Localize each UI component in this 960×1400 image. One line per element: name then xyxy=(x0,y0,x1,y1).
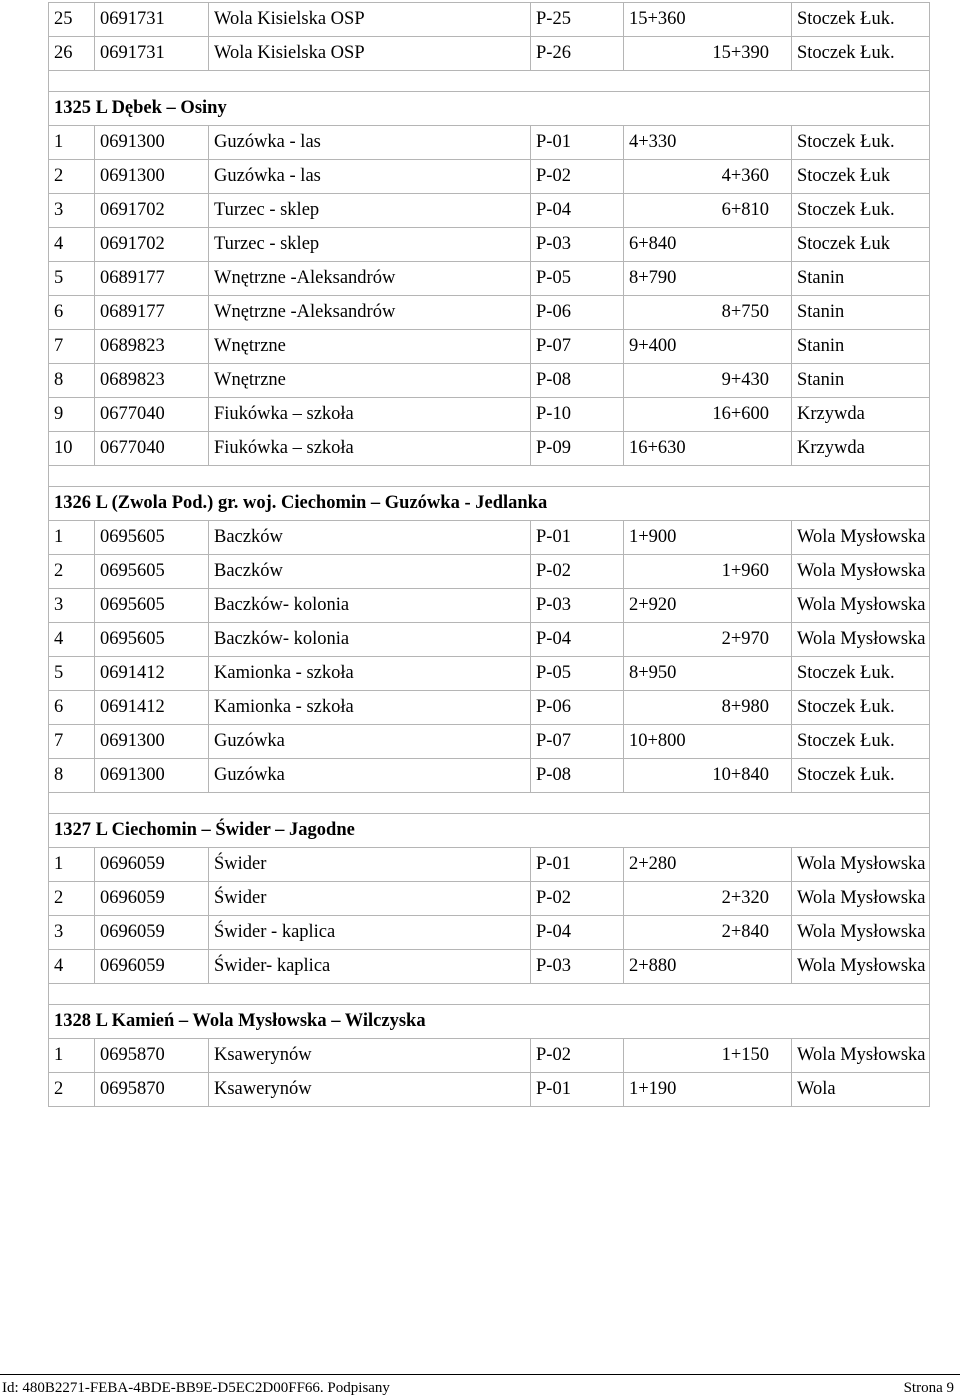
destination-cell: Stoczek Łuk. xyxy=(792,725,930,759)
bus-stop-table xyxy=(48,2,930,1107)
kilometer-cell: 4+360 xyxy=(624,160,792,194)
destination-cell: Stoczek Łuk. xyxy=(792,3,930,37)
table-row xyxy=(49,3,930,37)
kilometer-cell: 6+810 xyxy=(624,194,792,228)
stop-name-cell: Guzówka - las xyxy=(209,160,531,194)
table-row xyxy=(49,657,930,691)
destination-cell: Stanin xyxy=(792,330,930,364)
stop-id-cell: P-04 xyxy=(531,916,624,950)
stop-id-cell: P-02 xyxy=(531,160,624,194)
locality-code-cell: 0691412 xyxy=(95,691,209,725)
destination-cell: Stoczek Łuk. xyxy=(792,691,930,725)
kilometer-cell: 9+400 xyxy=(624,330,792,364)
destination-cell: Stoczek Łuk. xyxy=(792,126,930,160)
destination-cell: Krzywda xyxy=(792,398,930,432)
destination-cell: Wola Mysłowska xyxy=(792,555,930,589)
stop-id-cell: P-01 xyxy=(531,126,624,160)
stop-name-cell: Guzówka - las xyxy=(209,126,531,160)
stop-id-cell: P-03 xyxy=(531,228,624,262)
kilometer-cell: 2+320 xyxy=(624,882,792,916)
destination-cell: Stoczek Łuk xyxy=(792,160,930,194)
destination-cell: Wola Mysłowska xyxy=(792,916,930,950)
destination-cell: Wola Mysłowska xyxy=(792,589,930,623)
road-title-row xyxy=(49,487,930,521)
table-row xyxy=(49,37,930,71)
kilometer-cell: 1+900 xyxy=(624,521,792,555)
locality-code-cell: 0696059 xyxy=(95,882,209,916)
stop-id-cell: P-01 xyxy=(531,1073,624,1107)
stop-name-cell: Turzec - sklep xyxy=(209,194,531,228)
stop-name-cell: Kamionka - szkoła xyxy=(209,657,531,691)
row-number-cell: 3 xyxy=(49,194,95,228)
stop-id-cell: P-06 xyxy=(531,296,624,330)
stop-id-cell: P-03 xyxy=(531,589,624,623)
stop-id-cell: P-04 xyxy=(531,623,624,657)
row-number-cell: 2 xyxy=(49,160,95,194)
row-number-cell: 4 xyxy=(49,950,95,984)
kilometer-cell: 1+960 xyxy=(624,555,792,589)
stop-id-cell: P-05 xyxy=(531,262,624,296)
kilometer-cell: 16+630 xyxy=(624,432,792,466)
locality-code-cell: 0695870 xyxy=(95,1073,209,1107)
kilometer-cell: 2+920 xyxy=(624,589,792,623)
locality-code-cell: 0677040 xyxy=(95,398,209,432)
row-number-cell: 10 xyxy=(49,432,95,466)
document-id-text: Id: 480B2271-FEBA-4BDE-BB9E-D5EC2D00FF66. Podpisany xyxy=(2,1380,390,1396)
stop-id-cell: P-04 xyxy=(531,194,624,228)
stop-id-cell: P-01 xyxy=(531,521,624,555)
kilometer-cell: 4+330 xyxy=(624,126,792,160)
kilometer-cell: 8+750 xyxy=(624,296,792,330)
row-number-cell: 7 xyxy=(49,725,95,759)
destination-cell: Stoczek Łuk. xyxy=(792,194,930,228)
table-row xyxy=(49,759,930,793)
kilometer-cell: 8+980 xyxy=(624,691,792,725)
row-number-cell: 5 xyxy=(49,262,95,296)
locality-code-cell: 0691300 xyxy=(95,759,209,793)
row-number-cell: 8 xyxy=(49,364,95,398)
stop-name-cell: Kamionka - szkoła xyxy=(209,691,531,725)
stop-id-cell: P-02 xyxy=(531,555,624,589)
group-spacer-row xyxy=(49,793,930,814)
kilometer-cell: 10+800 xyxy=(624,725,792,759)
row-number-cell: 1 xyxy=(49,126,95,160)
stop-name-cell: Wnętrzne -Aleksandrów xyxy=(209,262,531,296)
locality-code-cell: 0695605 xyxy=(95,589,209,623)
stop-id-cell: P-07 xyxy=(531,330,624,364)
stop-name-cell: Turzec - sklep xyxy=(209,228,531,262)
locality-code-cell: 0695605 xyxy=(95,555,209,589)
row-number-cell: 26 xyxy=(49,37,95,71)
destination-cell: Stoczek Łuk. xyxy=(792,657,930,691)
locality-code-cell: 0695605 xyxy=(95,623,209,657)
row-number-cell: 6 xyxy=(49,691,95,725)
table-row xyxy=(49,1039,930,1073)
row-number-cell: 4 xyxy=(49,623,95,657)
stop-name-cell: Baczków xyxy=(209,555,531,589)
page-number: Strona 9 xyxy=(903,1380,954,1396)
destination-cell: Krzywda xyxy=(792,432,930,466)
stop-name-cell: Świder xyxy=(209,882,531,916)
locality-code-cell: 0691702 xyxy=(95,194,209,228)
table-row xyxy=(49,194,930,228)
kilometer-cell: 6+840 xyxy=(624,228,792,262)
destination-cell: Stoczek Łuk xyxy=(792,228,930,262)
table-row xyxy=(49,160,930,194)
group-spacer-row xyxy=(49,466,930,487)
kilometer-cell: 2+280 xyxy=(624,848,792,882)
spacer-cell xyxy=(49,466,930,487)
locality-code-cell: 0695870 xyxy=(95,1039,209,1073)
kilometer-cell: 1+190 xyxy=(624,1073,792,1107)
stop-name-cell: Baczków xyxy=(209,521,531,555)
destination-cell: Stoczek Łuk. xyxy=(792,759,930,793)
kilometer-cell: 15+390 xyxy=(624,37,792,71)
table-body xyxy=(49,3,930,1107)
road-title-row xyxy=(49,814,930,848)
destination-cell: Stanin xyxy=(792,364,930,398)
destination-cell: Wola xyxy=(792,1073,930,1107)
locality-code-cell: 0691731 xyxy=(95,37,209,71)
destination-cell: Stoczek Łuk. xyxy=(792,37,930,71)
table-row xyxy=(49,848,930,882)
table-row xyxy=(49,555,930,589)
locality-code-cell: 0689823 xyxy=(95,364,209,398)
destination-cell: Stanin xyxy=(792,262,930,296)
group-spacer-row xyxy=(49,71,930,92)
row-number-cell: 9 xyxy=(49,398,95,432)
stop-name-cell: Świder xyxy=(209,848,531,882)
row-number-cell: 25 xyxy=(49,3,95,37)
stop-id-cell: P-05 xyxy=(531,657,624,691)
table-row xyxy=(49,432,930,466)
page-footer xyxy=(0,1374,960,1399)
road-title-row xyxy=(49,1005,930,1039)
row-number-cell: 4 xyxy=(49,228,95,262)
row-number-cell: 8 xyxy=(49,759,95,793)
locality-code-cell: 0691300 xyxy=(95,160,209,194)
spacer-cell xyxy=(49,793,930,814)
locality-code-cell: 0677040 xyxy=(95,432,209,466)
stop-name-cell: Wnętrzne xyxy=(209,330,531,364)
stop-name-cell: Ksawerynów xyxy=(209,1039,531,1073)
stop-id-cell: P-08 xyxy=(531,364,624,398)
spacer-cell xyxy=(49,984,930,1005)
stop-id-cell: P-08 xyxy=(531,759,624,793)
stop-id-cell: P-03 xyxy=(531,950,624,984)
table-row xyxy=(49,882,930,916)
stop-id-cell: P-25 xyxy=(531,3,624,37)
stop-name-cell: Wnętrzne xyxy=(209,364,531,398)
row-number-cell: 5 xyxy=(49,657,95,691)
locality-code-cell: 0691412 xyxy=(95,657,209,691)
row-number-cell: 2 xyxy=(49,555,95,589)
kilometer-cell: 16+600 xyxy=(624,398,792,432)
destination-cell: Stanin xyxy=(792,296,930,330)
stop-name-cell: Świder - kaplica xyxy=(209,916,531,950)
stop-id-cell: P-02 xyxy=(531,1039,624,1073)
destination-cell: Wola Mysłowska xyxy=(792,950,930,984)
locality-code-cell: 0691300 xyxy=(95,725,209,759)
kilometer-cell: 8+950 xyxy=(624,657,792,691)
locality-code-cell: 0696059 xyxy=(95,848,209,882)
group-spacer-row xyxy=(49,984,930,1005)
table-row xyxy=(49,725,930,759)
destination-cell: Wola Mysłowska xyxy=(792,848,930,882)
row-number-cell: 1 xyxy=(49,1039,95,1073)
stop-id-cell: P-10 xyxy=(531,398,624,432)
stop-id-cell: P-02 xyxy=(531,882,624,916)
table-row xyxy=(49,589,930,623)
table-row xyxy=(49,398,930,432)
stop-id-cell: P-06 xyxy=(531,691,624,725)
road-title: 1325 L Dębek – Osiny xyxy=(49,92,930,126)
table-row xyxy=(49,262,930,296)
stop-name-cell: Fiukówka – szkoła xyxy=(209,398,531,432)
destination-cell: Wola Mysłowska xyxy=(792,882,930,916)
locality-code-cell: 0691731 xyxy=(95,3,209,37)
table-row xyxy=(49,950,930,984)
table-row xyxy=(49,330,930,364)
destination-cell: Wola Mysłowska xyxy=(792,623,930,657)
locality-code-cell: 0696059 xyxy=(95,950,209,984)
road-title: 1327 L Ciechomin – Świder – Jagodne xyxy=(49,814,930,848)
locality-code-cell: 0691300 xyxy=(95,126,209,160)
kilometer-cell: 8+790 xyxy=(624,262,792,296)
locality-code-cell: 0696059 xyxy=(95,916,209,950)
row-number-cell: 3 xyxy=(49,589,95,623)
spacer-cell xyxy=(49,71,930,92)
kilometer-cell: 10+840 xyxy=(624,759,792,793)
stop-id-cell: P-01 xyxy=(531,848,624,882)
row-number-cell: 3 xyxy=(49,916,95,950)
table-row xyxy=(49,521,930,555)
row-number-cell: 2 xyxy=(49,882,95,916)
stop-name-cell: Guzówka xyxy=(209,725,531,759)
stop-id-cell: P-07 xyxy=(531,725,624,759)
stop-name-cell: Baczków- kolonia xyxy=(209,589,531,623)
table-row xyxy=(49,916,930,950)
locality-code-cell: 0689177 xyxy=(95,262,209,296)
row-number-cell: 7 xyxy=(49,330,95,364)
stop-name-cell: Ksawerynów xyxy=(209,1073,531,1107)
row-number-cell: 2 xyxy=(49,1073,95,1107)
kilometer-cell: 2+880 xyxy=(624,950,792,984)
road-title: 1328 L Kamień – Wola Mysłowska – Wilczyska xyxy=(49,1005,930,1039)
locality-code-cell: 0689823 xyxy=(95,330,209,364)
row-number-cell: 6 xyxy=(49,296,95,330)
kilometer-cell: 2+970 xyxy=(624,623,792,657)
stop-name-cell: Świder- kaplica xyxy=(209,950,531,984)
row-number-cell: 1 xyxy=(49,521,95,555)
stop-name-cell: Baczków- kolonia xyxy=(209,623,531,657)
table-row xyxy=(49,228,930,262)
kilometer-cell: 9+430 xyxy=(624,364,792,398)
stop-name-cell: Fiukówka – szkoła xyxy=(209,432,531,466)
kilometer-cell: 15+360 xyxy=(624,3,792,37)
table-row xyxy=(49,691,930,725)
table-row xyxy=(49,364,930,398)
table-row xyxy=(49,126,930,160)
locality-code-cell: 0691702 xyxy=(95,228,209,262)
stop-name-cell: Wnętrzne -Aleksandrów xyxy=(209,296,531,330)
stop-id-cell: P-26 xyxy=(531,37,624,71)
stop-name-cell: Guzówka xyxy=(209,759,531,793)
road-title-row xyxy=(49,92,930,126)
table-row xyxy=(49,623,930,657)
destination-cell: Wola Mysłowska xyxy=(792,1039,930,1073)
kilometer-cell: 1+150 xyxy=(624,1039,792,1073)
destination-cell: Wola Mysłowska xyxy=(792,521,930,555)
stop-name-cell: Wola Kisielska OSP xyxy=(209,3,531,37)
road-title: 1326 L (Zwola Pod.) gr. woj. Ciechomin – Guzówka - Jedlanka xyxy=(49,487,930,521)
locality-code-cell: 0695605 xyxy=(95,521,209,555)
stop-name-cell: Wola Kisielska OSP xyxy=(209,37,531,71)
locality-code-cell: 0689177 xyxy=(95,296,209,330)
row-number-cell: 1 xyxy=(49,848,95,882)
table-row xyxy=(49,296,930,330)
stop-id-cell: P-09 xyxy=(531,432,624,466)
kilometer-cell: 2+840 xyxy=(624,916,792,950)
table-row xyxy=(49,1073,930,1107)
